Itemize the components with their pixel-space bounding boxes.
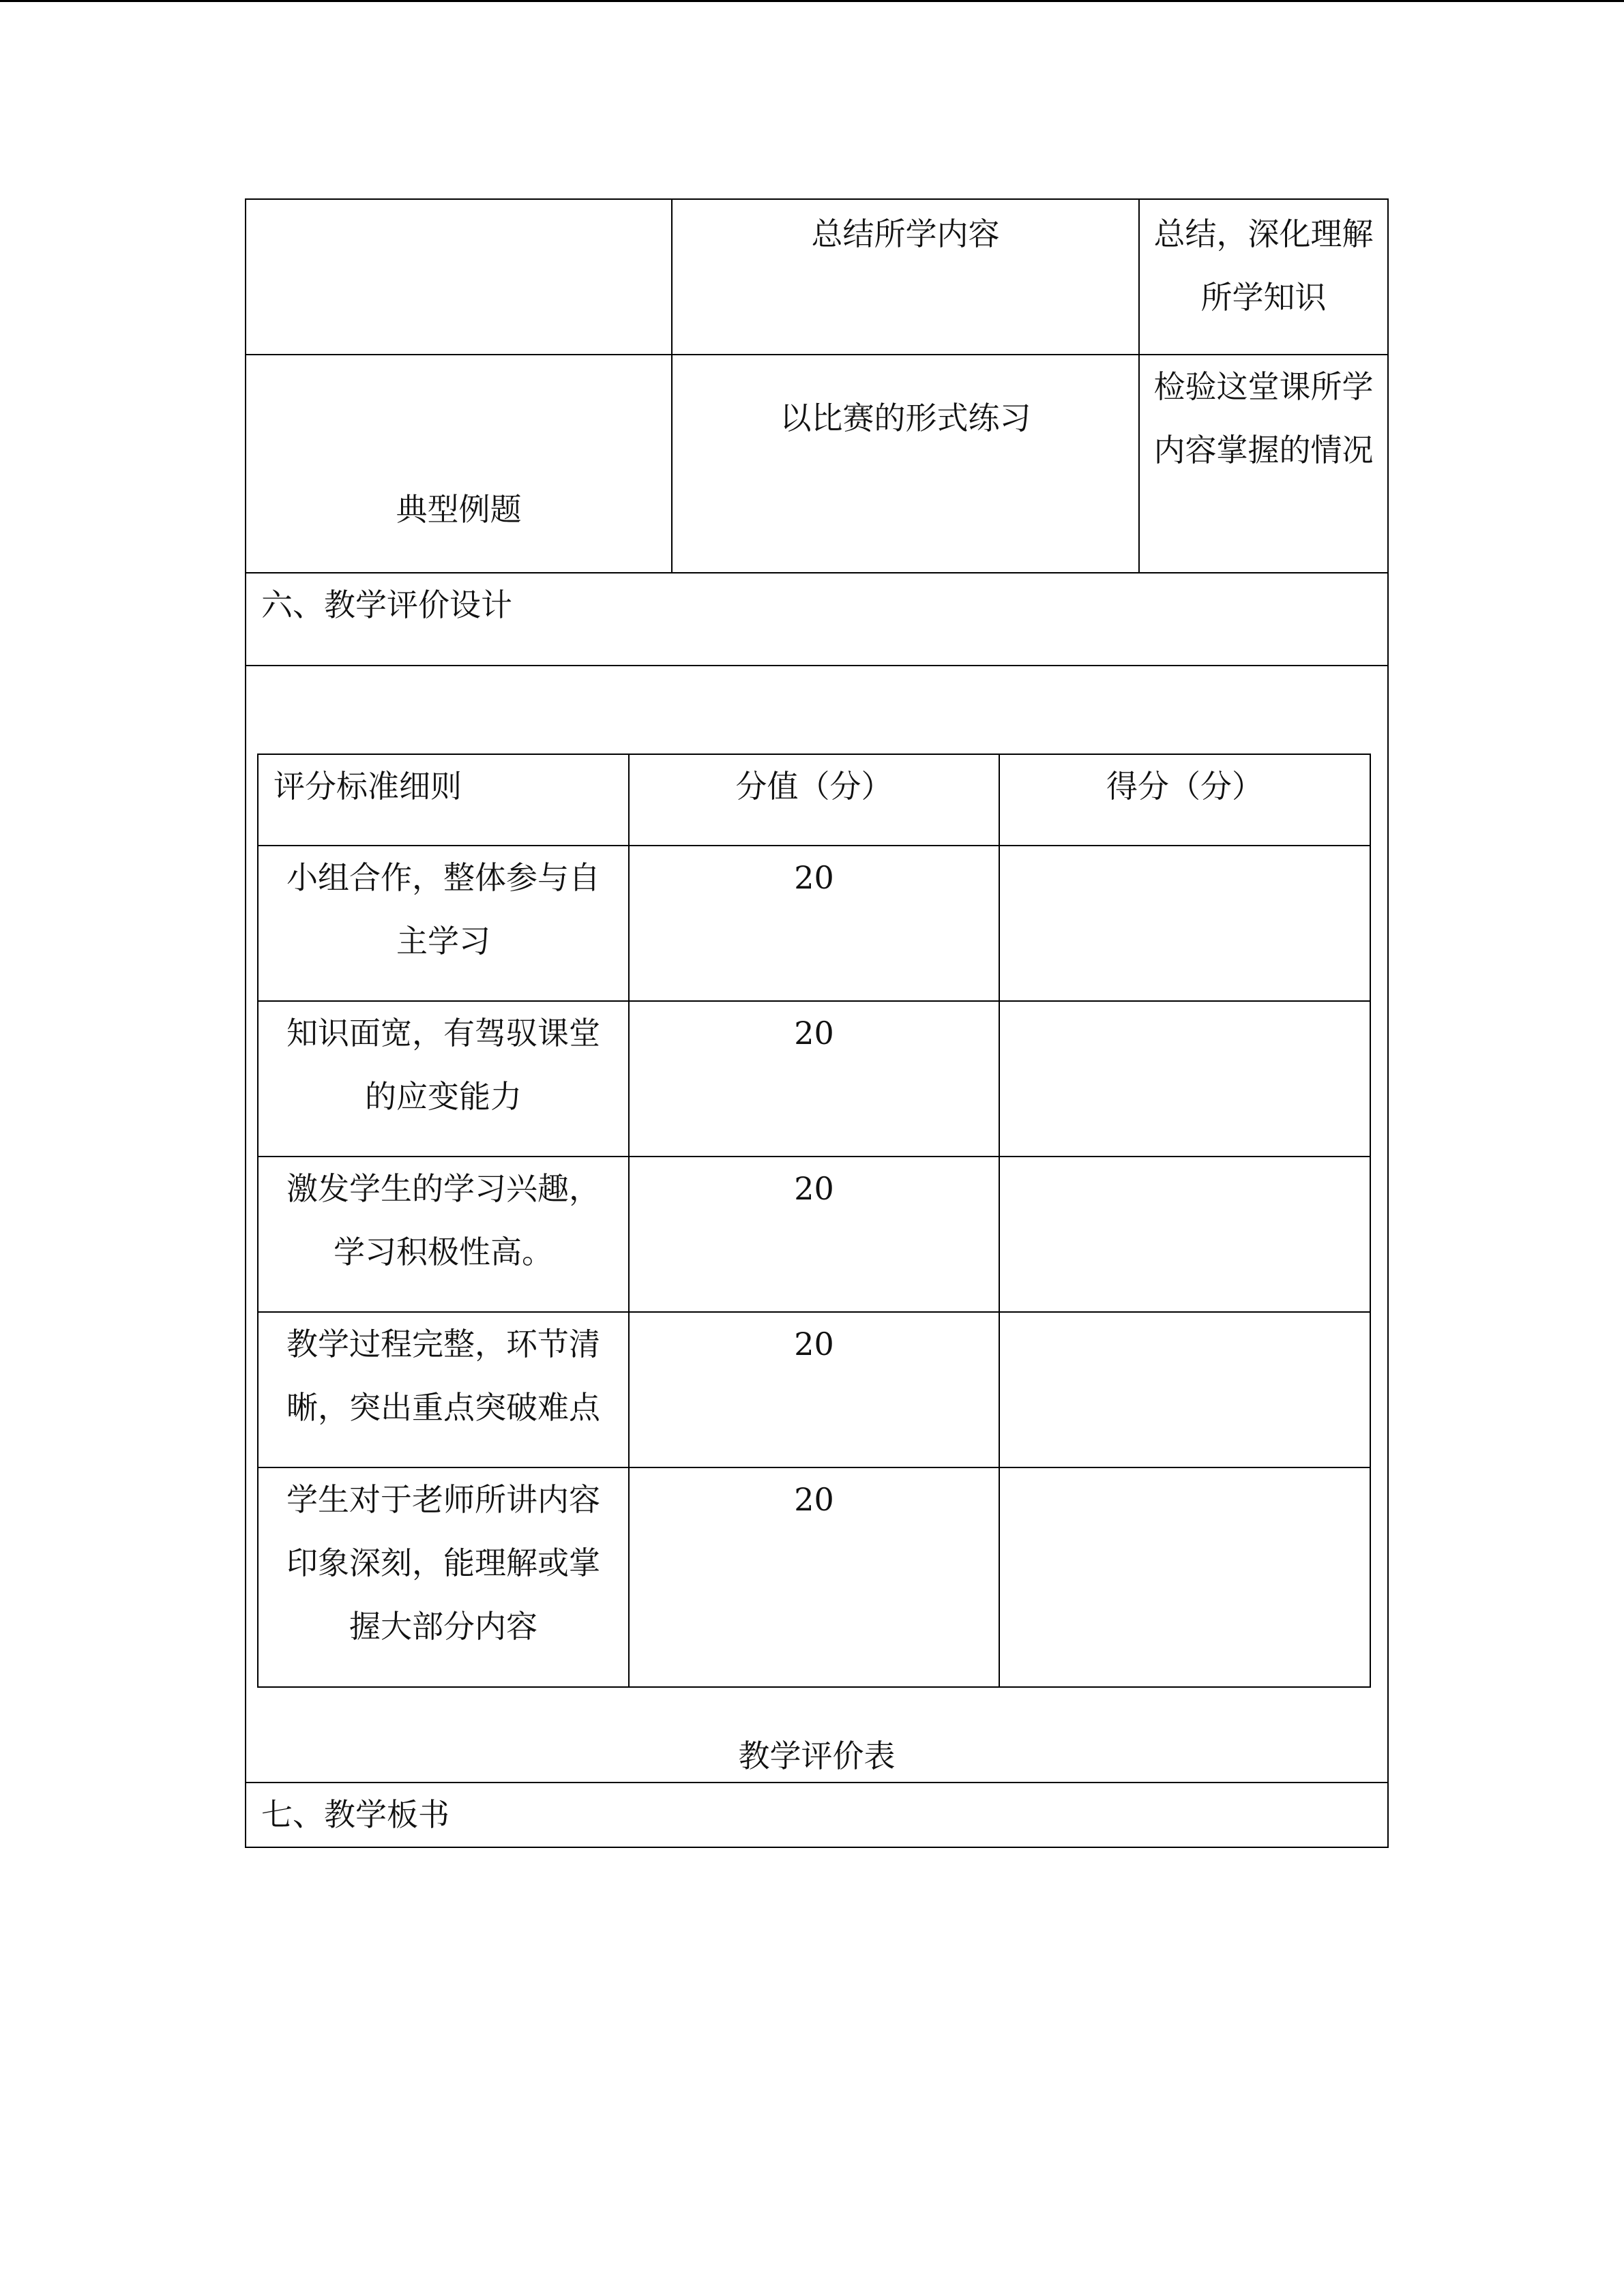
table-row (258, 1157, 1370, 1312)
example-row (246, 355, 1388, 573)
score-cell[interactable] (999, 846, 1370, 1001)
criterion-cell: 激发学生的学习兴趣，学习积极性高。 (258, 1157, 629, 1312)
score-cell[interactable] (999, 1467, 1370, 1687)
value-cell: 20 (629, 1312, 999, 1467)
example-activity-label: 以比赛的形式练习 (780, 400, 1031, 436)
example-stage-label: 典型例题 (396, 491, 522, 528)
example-purpose-cell (1139, 355, 1388, 573)
evaluation-row (246, 666, 1388, 1783)
score-cell[interactable] (999, 1312, 1370, 1467)
evaluation-header-row (258, 754, 1370, 846)
example-stage-cell (246, 355, 672, 573)
table-row (258, 1467, 1370, 1687)
summary-activity-cell: 总结所学内容 (672, 199, 1139, 355)
value-cell: 20 (629, 846, 999, 1001)
evaluation-table (257, 754, 1371, 1688)
header-value: 分值（分） (629, 754, 999, 846)
summary-row (246, 199, 1388, 355)
criterion-cell: 知识面宽，有驾驭课堂的应变能力 (258, 1001, 629, 1157)
example-purpose-label: 检验这堂课所学内容掌握的情况 (1153, 368, 1374, 468)
evaluation-wrapper (246, 666, 1387, 1782)
score-cell[interactable] (999, 1157, 1370, 1312)
table-row (258, 1001, 1370, 1157)
section-seven-heading: 七、教学板书 (246, 1783, 1388, 1847)
header-score: 得分（分） (999, 754, 1370, 846)
criterion-cell: 小组合作，整体参与自主学习 (258, 846, 629, 1001)
table-row (258, 1312, 1370, 1467)
value-cell: 20 (629, 1157, 999, 1312)
section-seven-row (246, 1783, 1388, 1847)
example-activity-cell (672, 355, 1139, 573)
lesson-plan-table (245, 198, 1389, 1848)
score-cell[interactable] (999, 1001, 1370, 1157)
section-six-heading: 六、教学评价设计 (246, 573, 1388, 666)
value-cell: 20 (629, 1001, 999, 1157)
table-row (258, 846, 1370, 1001)
value-cell: 20 (629, 1467, 999, 1687)
evaluation-table-caption: 教学评价表 (738, 1738, 896, 1774)
section-six-row (246, 573, 1388, 666)
summary-stage-cell (246, 199, 672, 355)
criterion-cell: 教学过程完整，环节清晰，突出重点突破难点 (258, 1312, 629, 1467)
criterion-cell: 学生对于老师所讲内容印象深刻，能理解或掌握大部分内容 (258, 1467, 629, 1687)
header-criteria: 评分标准细则 (258, 754, 629, 846)
evaluation-cell (246, 666, 1388, 1783)
summary-purpose-cell: 总结，深化理解所学知识 (1139, 199, 1388, 355)
